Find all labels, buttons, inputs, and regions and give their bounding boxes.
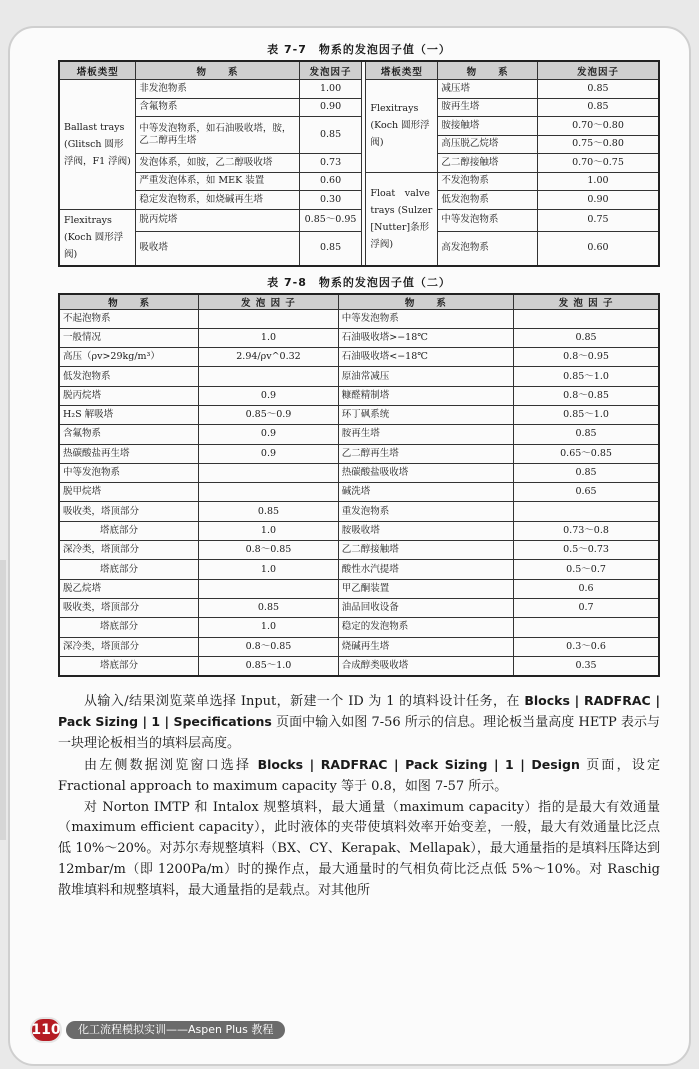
table-row xyxy=(59,328,659,347)
foam-factor-cell: 0.85～1.0 xyxy=(199,656,339,675)
foam-factor-cell: 0.6 xyxy=(514,579,659,598)
table-7-8 xyxy=(58,293,660,677)
system-cell: 深冷类，塔顶部分 xyxy=(59,637,199,656)
body-text xyxy=(58,691,660,902)
table-row xyxy=(59,444,659,463)
system-cell: 含氟物系 xyxy=(136,98,299,117)
system-cell: 胺吸收塔 xyxy=(338,521,513,540)
foam-factor-cell: 0.60 xyxy=(299,172,362,191)
foam-factor-cell: 0.65 xyxy=(514,483,659,502)
foam-factor-cell: 0.3～0.6 xyxy=(514,637,659,656)
system-cell: 碱洗塔 xyxy=(338,483,513,502)
table-gap xyxy=(362,117,366,136)
table-row xyxy=(59,172,659,191)
foam-factor-cell: 0.73～0.8 xyxy=(514,521,659,540)
table-row xyxy=(59,541,659,560)
table-row xyxy=(59,80,659,99)
table-row xyxy=(59,209,659,231)
foam-factor-cell: 0.9 xyxy=(199,386,339,405)
system-cell: 塔底部分 xyxy=(59,618,199,637)
col-header: 塔板类型 xyxy=(59,61,136,80)
system-cell: 深冷类，塔顶部分 xyxy=(59,541,199,560)
foam-factor-cell: 0.85 xyxy=(299,231,362,265)
system-cell: 高压（ρv>29kg/m³） xyxy=(59,348,199,367)
foam-factor-cell xyxy=(514,502,659,521)
foam-factor-cell: 0.8～0.85 xyxy=(199,637,339,656)
foam-factor-cell: 0.85～1.0 xyxy=(514,367,659,386)
foam-factor-cell: 1.0 xyxy=(199,521,339,540)
foam-factor-cell: 1.00 xyxy=(299,80,362,99)
foam-factor-cell: 1.00 xyxy=(537,172,659,191)
foam-factor-cell: 0.8～0.85 xyxy=(199,541,339,560)
system-cell: 乙二醇接触塔 xyxy=(338,541,513,560)
foam-factor-cell: 0.85～0.95 xyxy=(299,209,362,231)
tray-type-cell: Flexitrays (Koch 圆形浮阀) xyxy=(59,209,136,266)
foam-factor-cell: 0.8～0.85 xyxy=(514,386,659,405)
system-cell: 乙二醇接触塔 xyxy=(438,154,538,173)
foam-factor-cell: 0.65～0.85 xyxy=(514,444,659,463)
table-gap xyxy=(362,209,366,231)
system-cell: 塔底部分 xyxy=(59,560,199,579)
system-cell: 脱甲烷塔 xyxy=(59,483,199,502)
system-cell: 高发泡物系 xyxy=(438,231,538,265)
table-gap xyxy=(362,98,366,117)
paragraph-1-text: 从输入/结果浏览菜单选择 Input，新建一个 ID 为 1 的填料设计任务，在 xyxy=(84,693,525,709)
book-title: 化工流程模拟实训——Aspen Plus 教程 xyxy=(66,1021,285,1039)
table-row xyxy=(59,521,659,540)
system-cell: 严重发泡体系，如 MEK 装置 xyxy=(136,172,299,191)
system-cell: 乙二醇再生塔 xyxy=(338,444,513,463)
system-cell: 中等发泡物系，如石油吸收塔，胺，乙二醇再生塔 xyxy=(136,117,299,154)
system-cell: 非发泡物系 xyxy=(136,80,299,99)
system-cell: 烧碱再生塔 xyxy=(338,637,513,656)
system-cell: 低发泡物系 xyxy=(59,367,199,386)
system-cell: 脱丙烷塔 xyxy=(136,209,299,231)
paragraph-1-text: 页面中输入如图 7-56 所示的信息。理论板当量高度 HETP 表示与一块理论板相当的填料层高度。 xyxy=(58,715,660,752)
system-cell: 热碳酸盐吸收塔 xyxy=(338,463,513,482)
system-cell: 中等发泡物系 xyxy=(59,463,199,482)
table-row xyxy=(59,117,659,136)
table-gap xyxy=(362,154,366,173)
table-row xyxy=(59,231,659,265)
foam-factor-cell: 0.9 xyxy=(199,425,339,444)
foam-factor-cell: 0.8～0.95 xyxy=(514,348,659,367)
system-cell: 中等发泡物系 xyxy=(338,309,513,328)
system-cell: 吸收类，塔顶部分 xyxy=(59,502,199,521)
paragraph-2-text: 页面，设定 Fractional approach to maximum capacity 等于 0.8，如图 7-57 所示。 xyxy=(58,758,660,794)
foam-factor-cell: 0.73 xyxy=(299,154,362,173)
table-gap xyxy=(362,135,366,154)
table-row xyxy=(59,309,659,328)
page-content xyxy=(58,40,660,902)
system-cell: 吸收塔 xyxy=(136,231,299,265)
foam-factor-cell xyxy=(199,463,339,482)
paragraph-2 xyxy=(58,755,660,798)
col-header: 发泡因子 xyxy=(299,61,362,80)
foam-factor-cell xyxy=(199,367,339,386)
foam-factor-cell: 0.85 xyxy=(537,80,659,99)
foam-factor-cell: 0.85 xyxy=(514,463,659,482)
table-row xyxy=(59,560,659,579)
foam-factor-cell: 0.60 xyxy=(537,231,659,265)
foam-factor-cell: 0.75 xyxy=(537,209,659,231)
foam-factor-cell: 0.35 xyxy=(514,656,659,675)
col-header: 物 系 xyxy=(136,61,299,80)
table-row xyxy=(59,367,659,386)
tray-type-cell: Float valve trays (Sulzer [Nutter]条形浮阀) xyxy=(366,172,438,266)
menu-path: Blocks | RADFRAC | Pack Sizing | 1 | Specifications xyxy=(58,692,661,730)
paragraph-3: 对 Norton IMTP 和 Intalox 规整填料，最大通量（maximum capacity）指的是最大有效通量（maximum efficient capacity），此时液体的夹带使填料效率开始变差，一般，最大有效通量比泛点低 10%～20%。对苏尔寿规整填料（BX、CY、Kerapak、Mellapak），最大通量指的是填料压降达到 12mbar/m（即 1200Pa/m）时的操作点，最大通量时的气相负荷比泛点低 5%～10%。对 Raschig 散堆填料和规整填料，最大通量指的是载点。对其他所 xyxy=(58,799,660,898)
table-row xyxy=(59,618,659,637)
table-row xyxy=(59,98,659,117)
system-cell: 稳定发泡物系，如烧碱再生塔 xyxy=(136,191,299,210)
system-cell: 一般情况 xyxy=(59,328,199,347)
system-cell: 油品回收设备 xyxy=(338,598,513,617)
table-row xyxy=(59,154,659,173)
system-cell: 吸收类，塔顶部分 xyxy=(59,598,199,617)
system-cell: 胺再生塔 xyxy=(338,425,513,444)
foam-factor-cell xyxy=(199,483,339,502)
system-cell: 稳定的发泡物系 xyxy=(338,618,513,637)
page-footer xyxy=(30,1017,285,1043)
foam-factor-cell: 0.85 xyxy=(537,98,659,117)
foam-factor-cell: 0.85～0.9 xyxy=(199,405,339,424)
col-header: 物 系 xyxy=(338,294,513,310)
foam-factor-cell: 0.85 xyxy=(514,328,659,347)
system-cell: 发泡体系，如胺，乙二醇吸收塔 xyxy=(136,154,299,173)
foam-factor-cell xyxy=(199,579,339,598)
system-cell: 合成醇类吸收塔 xyxy=(338,656,513,675)
system-cell: 不起泡物系 xyxy=(59,309,199,328)
table-row xyxy=(59,463,659,482)
foam-factor-cell: 1.0 xyxy=(199,560,339,579)
table-7-8-header xyxy=(59,294,659,310)
system-cell: H₂S 解吸塔 xyxy=(59,405,199,424)
system-cell: 糠醛精制塔 xyxy=(338,386,513,405)
col-header: 发泡因子 xyxy=(537,61,659,80)
table-row xyxy=(59,598,659,617)
table-row xyxy=(59,483,659,502)
foam-factor-cell: 1.0 xyxy=(199,618,339,637)
foam-factor-cell xyxy=(514,618,659,637)
page-edge-strip xyxy=(0,560,6,840)
foam-factor-cell: 0.70～0.75 xyxy=(537,154,659,173)
table-row xyxy=(59,579,659,598)
foam-factor-cell: 0.7 xyxy=(514,598,659,617)
system-cell: 脱乙烷塔 xyxy=(59,579,199,598)
tray-type-cell: Ballast trays (Glitsch 圆形浮阀，F1 浮阀) xyxy=(59,80,136,210)
table-row xyxy=(59,637,659,656)
foam-factor-cell: 2.94/ρv^0.32 xyxy=(199,348,339,367)
table-7-8-caption: 表 7-8 物系的发泡因子值（二） xyxy=(267,275,451,289)
table-row xyxy=(59,386,659,405)
system-cell: 原油常减压 xyxy=(338,367,513,386)
table-7-7-header xyxy=(59,61,659,80)
system-cell: 石油吸收塔<−18℃ xyxy=(338,348,513,367)
paragraph-1 xyxy=(58,691,660,755)
col-header: 发 泡 因 子 xyxy=(514,294,659,310)
foam-factor-cell: 0.85 xyxy=(199,598,339,617)
table-7-7-caption: 表 7-7 物系的发泡因子值（一） xyxy=(267,43,451,56)
table-row xyxy=(59,502,659,521)
menu-path: Blocks | RADFRAC | Pack Sizing | 1 | Design xyxy=(257,757,580,773)
foam-factor-cell: 0.75～0.80 xyxy=(537,135,659,154)
system-cell: 胺再生塔 xyxy=(438,98,538,117)
foam-factor-cell: 0.30 xyxy=(299,191,362,210)
system-cell: 中等发泡物系 xyxy=(438,209,538,231)
system-cell: 脱丙烷塔 xyxy=(59,386,199,405)
system-cell: 热碳酸盐再生塔 xyxy=(59,444,199,463)
foam-factor-cell xyxy=(199,309,339,328)
col-header: 物 系 xyxy=(59,294,199,310)
tray-type-cell: Flexitrays (Koch 圆形浮阀) xyxy=(366,80,438,173)
system-cell: 胺接触塔 xyxy=(438,117,538,136)
foam-factor-cell: 0.90 xyxy=(299,98,362,117)
foam-factor-cell xyxy=(514,309,659,328)
table-row xyxy=(59,425,659,444)
foam-factor-cell: 0.90 xyxy=(537,191,659,210)
foam-factor-cell: 0.85 xyxy=(514,425,659,444)
system-cell: 塔底部分 xyxy=(59,656,199,675)
system-cell: 重发泡物系 xyxy=(338,502,513,521)
foam-factor-cell: 0.9 xyxy=(199,444,339,463)
table-gap xyxy=(362,231,366,265)
paragraph-2-text: 由左侧数据浏览窗口选择 xyxy=(84,758,258,774)
system-cell: 酸性水汽提塔 xyxy=(338,560,513,579)
foam-factor-cell: 0.85 xyxy=(299,117,362,154)
system-cell: 塔底部分 xyxy=(59,521,199,540)
foam-factor-cell: 0.5～0.73 xyxy=(514,541,659,560)
foam-factor-cell: 0.85～1.0 xyxy=(514,405,659,424)
system-cell: 环丁砜系统 xyxy=(338,405,513,424)
col-header: 物 系 xyxy=(438,61,538,80)
foam-factor-cell: 1.0 xyxy=(199,328,339,347)
foam-factor-cell: 0.70～0.80 xyxy=(537,117,659,136)
table-gap xyxy=(362,191,366,210)
system-cell: 不发泡物系 xyxy=(438,172,538,191)
table-7-8-body xyxy=(59,309,659,676)
foam-factor-cell: 0.5～0.7 xyxy=(514,560,659,579)
system-cell: 含氟物系 xyxy=(59,425,199,444)
system-cell: 减压塔 xyxy=(438,80,538,99)
table-row xyxy=(59,656,659,675)
table-row xyxy=(59,348,659,367)
page-number: 110 xyxy=(30,1017,62,1043)
system-cell: 高压脱乙烷塔 xyxy=(438,135,538,154)
table-row xyxy=(59,405,659,424)
system-cell: 石油吸收塔>−18℃ xyxy=(338,328,513,347)
foam-factor-cell: 0.85 xyxy=(199,502,339,521)
col-header: 发 泡 因 子 xyxy=(199,294,339,310)
table-7-7 xyxy=(58,60,660,267)
table-row xyxy=(59,191,659,210)
system-cell: 低发泡物系 xyxy=(438,191,538,210)
col-header: 塔板类型 xyxy=(366,61,438,80)
system-cell: 甲乙酮装置 xyxy=(338,579,513,598)
